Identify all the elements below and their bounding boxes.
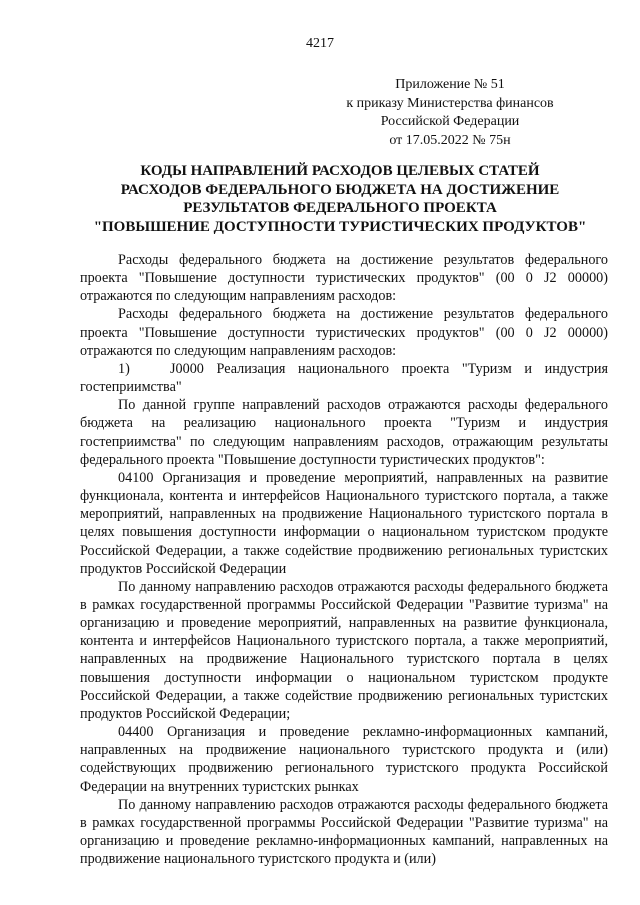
title-line-4: "ПОВЫШЕНИЕ ДОСТУПНОСТИ ТУРИСТИЧЕСКИХ ПРОДУКТОВ" xyxy=(93,218,587,235)
appendix-date: от 17.05.2022 № 75н xyxy=(389,132,511,148)
code-04100-heading: 04100 Организация и проведение мероприятий, направленных на развитие функционала, контента и интерфейсов Национального туристского портала, а также мероприятий, направленных на продвижение Национального туристского портала в целях повышения доступности информации о национальном туристском продукте Российской Федерации, а также содействие продвижению региональных туристских продуктов Российской Федерации xyxy=(80,469,608,577)
code-04400-description: По данному направлению расходов отражаются расходы федерального бюджета в рамках государственной программы Российской Федерации "Развитие туризма" на организацию и проведение рекламно-информационных кампаний, направленных на продвижение национального туристского продукта и (или) xyxy=(80,796,608,868)
title-line-2: РАСХОДОВ ФЕДЕРАЛЬНОГО БЮДЖЕТА НА ДОСТИЖЕНИЕ xyxy=(120,181,560,198)
document-body xyxy=(80,251,608,868)
appendix-number: Приложение № 51 xyxy=(395,77,505,92)
appendix-header xyxy=(300,76,600,150)
title-line-1: КОДЫ НАПРАВЛЕНИЙ РАСХОДОВ ЦЕЛЕВЫХ СТАТЕЙ xyxy=(140,163,540,179)
code-04100-description: По данному направлению расходов отражаются расходы федерального бюджета в рамках государственной программы Российской Федерации "Развитие туризма" на организацию и проведение мероприятий, направленных на развитие функционала, контента и интерфейсов Национального туристского портала, а также мероприятий, направленных на продвижение Национального туристского портала в целях повышения доступности информации о национальном туристском продукте Российской Федерации, а также содействие продвижению региональных туристских продуктов Российской Федерации; xyxy=(80,578,608,722)
title-line-3: РЕЗУЛЬТАТОВ ФЕДЕРАЛЬНОГО ПРОЕКТА xyxy=(183,200,497,216)
paragraph-group-description: По данной группе направлений расходов отражаются расходы федерального бюджета на реализацию национального проекта "Туризм и индустрия гостеприимства" по следующим направлениям расходов, отражающим результаты федерального проекта "Повышение доступности туристических продуктов": xyxy=(80,397,608,468)
paragraph-intro-2: Расходы федерального бюджета на достижение результатов федерального проекта "Повышение доступности туристических продуктов" (00 0 J2 00000) отражаются по следующим направлениям расходов: xyxy=(80,306,608,359)
paragraph-intro-1: Расходы федерального бюджета на достижение результатов федерального проекта "Повышение доступности туристических продуктов" (00 0 J2 00000) отражаются по следующим направлениям расходов: xyxy=(80,252,608,305)
list-item-number: 1) xyxy=(118,360,130,377)
page-number: 4217 xyxy=(306,36,334,51)
code-04400-heading: 04400 Организация и проведение рекламно-информационных кампаний, направленных на продвижение национального туристского продукта и (или) содействующих продвижению регионального туристского продукта Российской Федерации на внутренних туристских рынках xyxy=(80,724,608,795)
appendix-country: Российской Федерации xyxy=(380,114,520,129)
document-title xyxy=(70,162,610,236)
appendix-order-ref: к приказу Министерства финансов xyxy=(346,95,554,111)
list-item-text: J0000 Реализация национального проекта "Туризм и индустрия гостеприимства" xyxy=(80,360,608,396)
list-item-1 xyxy=(80,360,608,396)
